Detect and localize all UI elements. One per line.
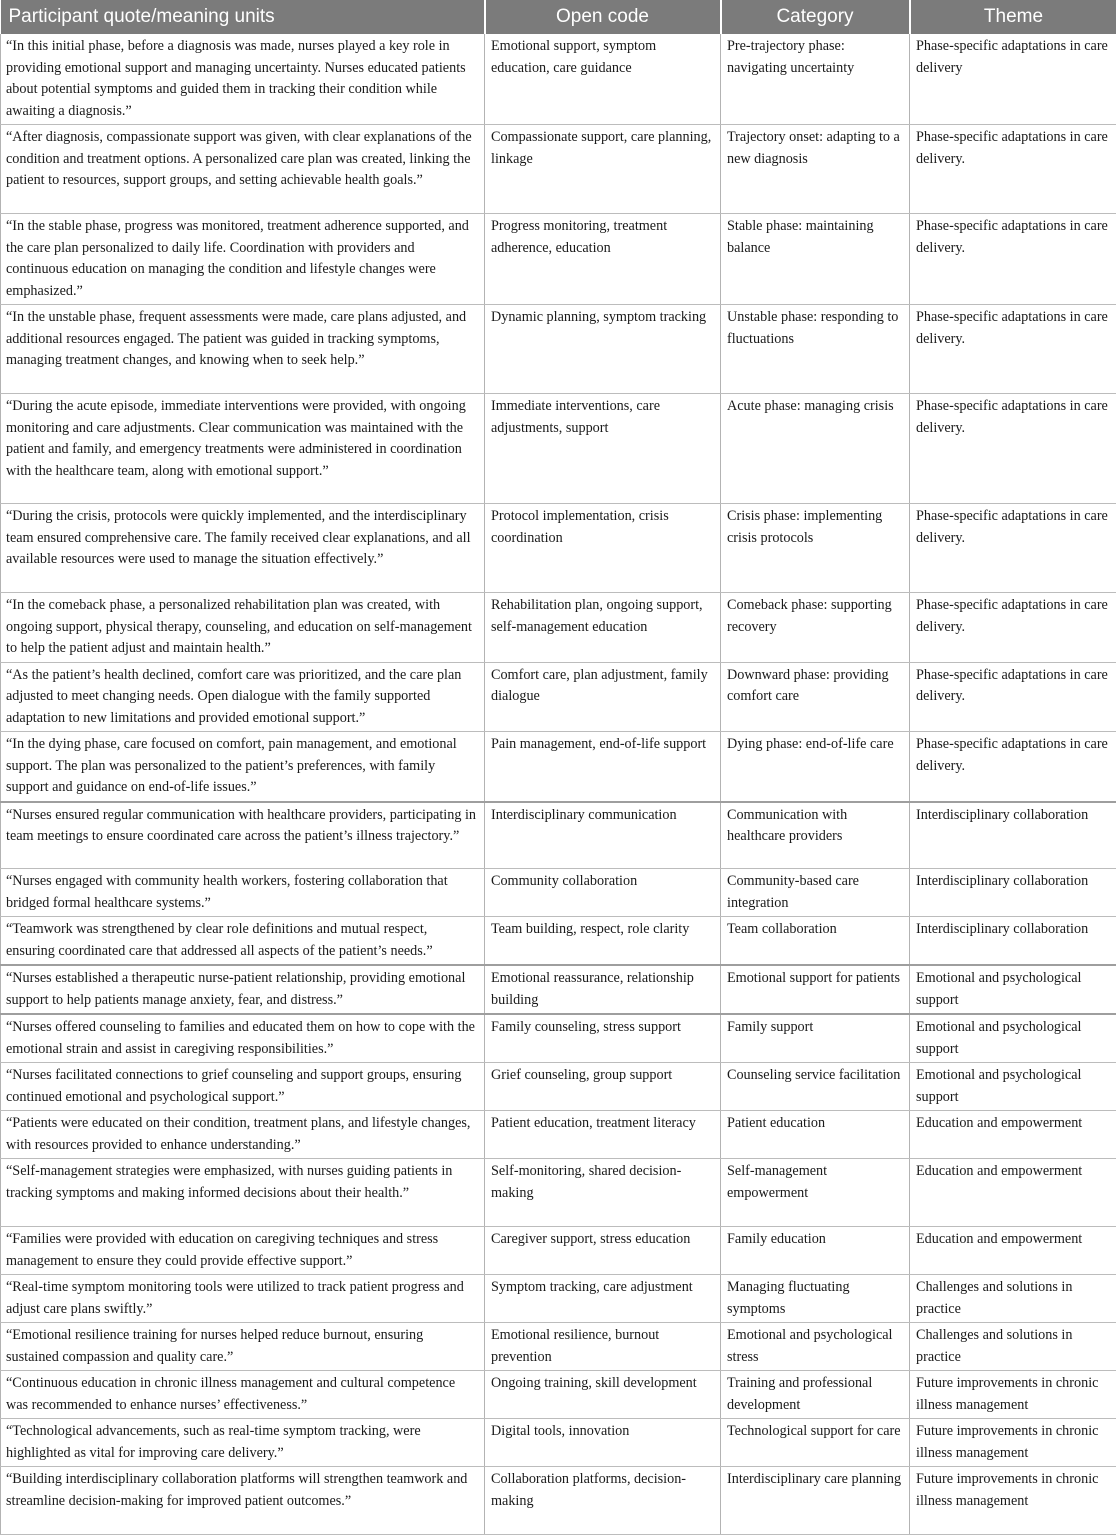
cell-theme: Phase-specific adaptations in care delivery. <box>910 214 1116 305</box>
table-row <box>1 1227 1116 1275</box>
cell-theme: Education and empowerment <box>910 1111 1116 1159</box>
cell-quote: “In the dying phase, care focused on comfort, pain management, and emotional support. The plan was personalized to the patient’s preferences, with family support and guidance on end-of-life issues.” <box>1 732 485 802</box>
cell-open-code: Immediate interventions, care adjustments, support <box>485 394 721 504</box>
cell-open-code: Ongoing training, skill development <box>485 1371 721 1419</box>
table-row <box>1 504 1116 593</box>
table-row <box>1 214 1116 305</box>
table-row <box>1 917 1116 966</box>
cell-quote: “Nurses engaged with community health workers, fostering collaboration that bridged formal healthcare systems.” <box>1 869 485 917</box>
cell-quote: “After diagnosis, compassionate support was given, with clear explanations of the condition and treatment options. A personalized care plan was created, linking the patient to resources, support groups, and setting achievable health goals.” <box>1 125 485 214</box>
cell-open-code: Digital tools, innovation <box>485 1419 721 1467</box>
cell-open-code: Comfort care, plan adjustment, family dialogue <box>485 662 721 732</box>
table-row <box>1 1014 1116 1063</box>
cell-category: Team collaboration <box>721 917 910 966</box>
cell-quote: “Self-management strategies were emphasized, with nurses guiding patients in tracking symptoms and making informed decisions about their health.” <box>1 1159 485 1227</box>
cell-quote: “Technological advancements, such as real-time symptom tracking, were highlighted as vital for improving care delivery.” <box>1 1419 485 1467</box>
table-row <box>1 1467 1116 1535</box>
table-row <box>1 593 1116 663</box>
header-theme: Theme <box>910 0 1116 34</box>
cell-open-code: Self-monitoring, shared decision-making <box>485 1159 721 1227</box>
cell-theme: Phase-specific adaptations in care delivery. <box>910 732 1116 802</box>
table-row <box>1 1159 1116 1227</box>
cell-category: Trajectory onset: adapting to a new diagnosis <box>721 125 910 214</box>
table-row <box>1 1419 1116 1467</box>
cell-theme: Phase-specific adaptations in care delivery. <box>910 305 1116 394</box>
cell-category: Pre-trajectory phase: navigating uncertainty <box>721 34 910 125</box>
cell-open-code: Patient education, treatment literacy <box>485 1111 721 1159</box>
cell-theme: Phase-specific adaptations in care delivery. <box>910 125 1116 214</box>
cell-category: Community-based care integration <box>721 869 910 917</box>
table-row <box>1 662 1116 732</box>
header-category: Category <box>721 0 910 34</box>
cell-category: Technological support for care <box>721 1419 910 1467</box>
cell-category: Emotional and psychological stress <box>721 1323 910 1371</box>
cell-quote: “Continuous education in chronic illness management and cultural competence was recommended to enhance nurses’ effectiveness.” <box>1 1371 485 1419</box>
table-row <box>1 394 1116 504</box>
cell-quote: “Nurses ensured regular communication with healthcare providers, participating in team meetings to ensure coordinated care across the patient’s illness trajectory.” <box>1 802 485 869</box>
cell-theme: Phase-specific adaptations in care delivery. <box>910 662 1116 732</box>
cell-theme: Emotional and psychological support <box>910 1063 1116 1111</box>
cell-open-code: Pain management, end-of-life support <box>485 732 721 802</box>
cell-theme: Phase-specific adaptations in care delivery. <box>910 504 1116 593</box>
cell-category: Stable phase: maintaining balance <box>721 214 910 305</box>
table-row <box>1 125 1116 214</box>
table-header <box>1 0 1116 34</box>
cell-open-code: Team building, respect, role clarity <box>485 917 721 966</box>
cell-quote: “Nurses facilitated connections to grief counseling and support groups, ensuring continued emotional and psychological support.” <box>1 1063 485 1111</box>
table-row <box>1 802 1116 869</box>
table-row <box>1 34 1116 125</box>
cell-open-code: Emotional reassurance, relationship building <box>485 965 721 1014</box>
cell-category: Comeback phase: supporting recovery <box>721 593 910 663</box>
cell-category: Acute phase: managing crisis <box>721 394 910 504</box>
cell-quote: “Nurses offered counseling to families and educated them on how to cope with the emotional strain and assist in caregiving responsibilities.” <box>1 1014 485 1063</box>
cell-category: Downward phase: providing comfort care <box>721 662 910 732</box>
header-open-code: Open code <box>485 0 721 34</box>
cell-quote: “Families were provided with education on caregiving techniques and stress management to ensure they could provide effective support.” <box>1 1227 485 1275</box>
cell-category: Unstable phase: responding to fluctuations <box>721 305 910 394</box>
cell-open-code: Family counseling, stress support <box>485 1014 721 1063</box>
cell-quote: “Patients were educated on their condition, treatment plans, and lifestyle changes, with resources provided to enhance understanding.” <box>1 1111 485 1159</box>
cell-quote: “Teamwork was strengthened by clear role definitions and mutual respect, ensuring coordinated care that addressed all aspects of the patient’s needs.” <box>1 917 485 966</box>
cell-quote: “In the stable phase, progress was monitored, treatment adherence supported, and the care plan personalized to daily life. Coordination with providers and continuous education on managing the condition and lifestyle changes were emphasized.” <box>1 214 485 305</box>
table-row <box>1 1111 1116 1159</box>
cell-theme: Interdisciplinary collaboration <box>910 869 1116 917</box>
cell-category: Managing fluctuating symptoms <box>721 1275 910 1323</box>
cell-quote: “In the comeback phase, a personalized rehabilitation plan was created, with ongoing support, physical therapy, counseling, and education on self-management to help the patient adjust and maintain health.” <box>1 593 485 663</box>
cell-open-code: Community collaboration <box>485 869 721 917</box>
cell-category: Counseling service facilitation <box>721 1063 910 1111</box>
cell-category: Family education <box>721 1227 910 1275</box>
cell-open-code: Interdisciplinary communication <box>485 802 721 869</box>
cell-quote: “During the crisis, protocols were quickly implemented, and the interdisciplinary team ensured comprehensive care. The family received clear explanations, and all available resources were used to manage the situation effectively.” <box>1 504 485 593</box>
cell-theme: Challenges and solutions in practice <box>910 1323 1116 1371</box>
cell-open-code: Grief counseling, group support <box>485 1063 721 1111</box>
header-row <box>1 0 1116 34</box>
cell-theme: Interdisciplinary collaboration <box>910 802 1116 869</box>
cell-theme: Future improvements in chronic illness management <box>910 1467 1116 1535</box>
table-row <box>1 1323 1116 1371</box>
table-row <box>1 965 1116 1014</box>
cell-theme: Education and empowerment <box>910 1227 1116 1275</box>
cell-theme: Interdisciplinary collaboration <box>910 917 1116 966</box>
cell-category: Self-management empowerment <box>721 1159 910 1227</box>
cell-quote: “During the acute episode, immediate interventions were provided, with ongoing monitoring and care adjustments. Clear communication was maintained with the patient and family, and emergency treatments were administered in coordination with the healthcare team, along with emotional support.” <box>1 394 485 504</box>
cell-open-code: Progress monitoring, treatment adherence, education <box>485 214 721 305</box>
cell-theme: Phase-specific adaptations in care delivery <box>910 34 1116 125</box>
cell-open-code: Compassionate support, care planning, linkage <box>485 125 721 214</box>
table-row <box>1 1063 1116 1111</box>
cell-theme: Phase-specific adaptations in care delivery. <box>910 593 1116 663</box>
cell-category: Crisis phase: implementing crisis protocols <box>721 504 910 593</box>
table-row <box>1 869 1116 917</box>
cell-category: Family support <box>721 1014 910 1063</box>
table-row <box>1 732 1116 802</box>
cell-open-code: Rehabilitation plan, ongoing support, self-management education <box>485 593 721 663</box>
cell-theme: Emotional and psychological support <box>910 965 1116 1014</box>
cell-quote: “Nurses established a therapeutic nurse-patient relationship, providing emotional support to help patients manage anxiety, fear, and distress.” <box>1 965 485 1014</box>
cell-open-code: Dynamic planning, symptom tracking <box>485 305 721 394</box>
cell-theme: Future improvements in chronic illness management <box>910 1371 1116 1419</box>
cell-open-code: Protocol implementation, crisis coordination <box>485 504 721 593</box>
cell-theme: Future improvements in chronic illness management <box>910 1419 1116 1467</box>
table-row <box>1 1371 1116 1419</box>
cell-quote: “Building interdisciplinary collaboration platforms will strengthen teamwork and streamline decision-making for improved patient outcomes.” <box>1 1467 485 1535</box>
cell-theme: Challenges and solutions in practice <box>910 1275 1116 1323</box>
cell-category: Training and professional development <box>721 1371 910 1419</box>
cell-theme: Emotional and psychological support <box>910 1014 1116 1063</box>
cell-category: Interdisciplinary care planning <box>721 1467 910 1535</box>
cell-category: Patient education <box>721 1111 910 1159</box>
cell-theme: Phase-specific adaptations in care delivery. <box>910 394 1116 504</box>
cell-quote: “As the patient’s health declined, comfort care was prioritized, and the care plan adjusted to meet changing needs. Open dialogue with the family supported adaptation to new limitations and provided emotional support.” <box>1 662 485 732</box>
cell-open-code: Collaboration platforms, decision-making <box>485 1467 721 1535</box>
cell-quote: “In the unstable phase, frequent assessments were made, care plans adjusted, and additional resources engaged. The patient was guided in tracking symptoms, managing treatment changes, and knowing when to seek help.” <box>1 305 485 394</box>
table-row <box>1 1275 1116 1323</box>
cell-category: Emotional support for patients <box>721 965 910 1014</box>
cell-quote: “Real-time symptom monitoring tools were utilized to track patient progress and adjust care plans swiftly.” <box>1 1275 485 1323</box>
table-row <box>1 305 1116 394</box>
cell-quote: “In this initial phase, before a diagnosis was made, nurses played a key role in providing emotional support and managing uncertainty. Nurses educated patients about potential symptoms and guided them in tracking their condition while awaiting a diagnosis.” <box>1 34 485 125</box>
header-quote: Participant quote/meaning units <box>1 0 485 34</box>
cell-category: Communication with healthcare providers <box>721 802 910 869</box>
cell-open-code: Emotional resilience, burnout prevention <box>485 1323 721 1371</box>
cell-open-code: Caregiver support, stress education <box>485 1227 721 1275</box>
cell-theme: Education and empowerment <box>910 1159 1116 1227</box>
table-body <box>1 34 1116 1535</box>
cell-quote: “Emotional resilience training for nurses helped reduce burnout, ensuring sustained compassion and quality care.” <box>1 1323 485 1371</box>
cell-open-code: Emotional support, symptom education, care guidance <box>485 34 721 125</box>
cell-open-code: Symptom tracking, care adjustment <box>485 1275 721 1323</box>
cell-category: Dying phase: end-of-life care <box>721 732 910 802</box>
